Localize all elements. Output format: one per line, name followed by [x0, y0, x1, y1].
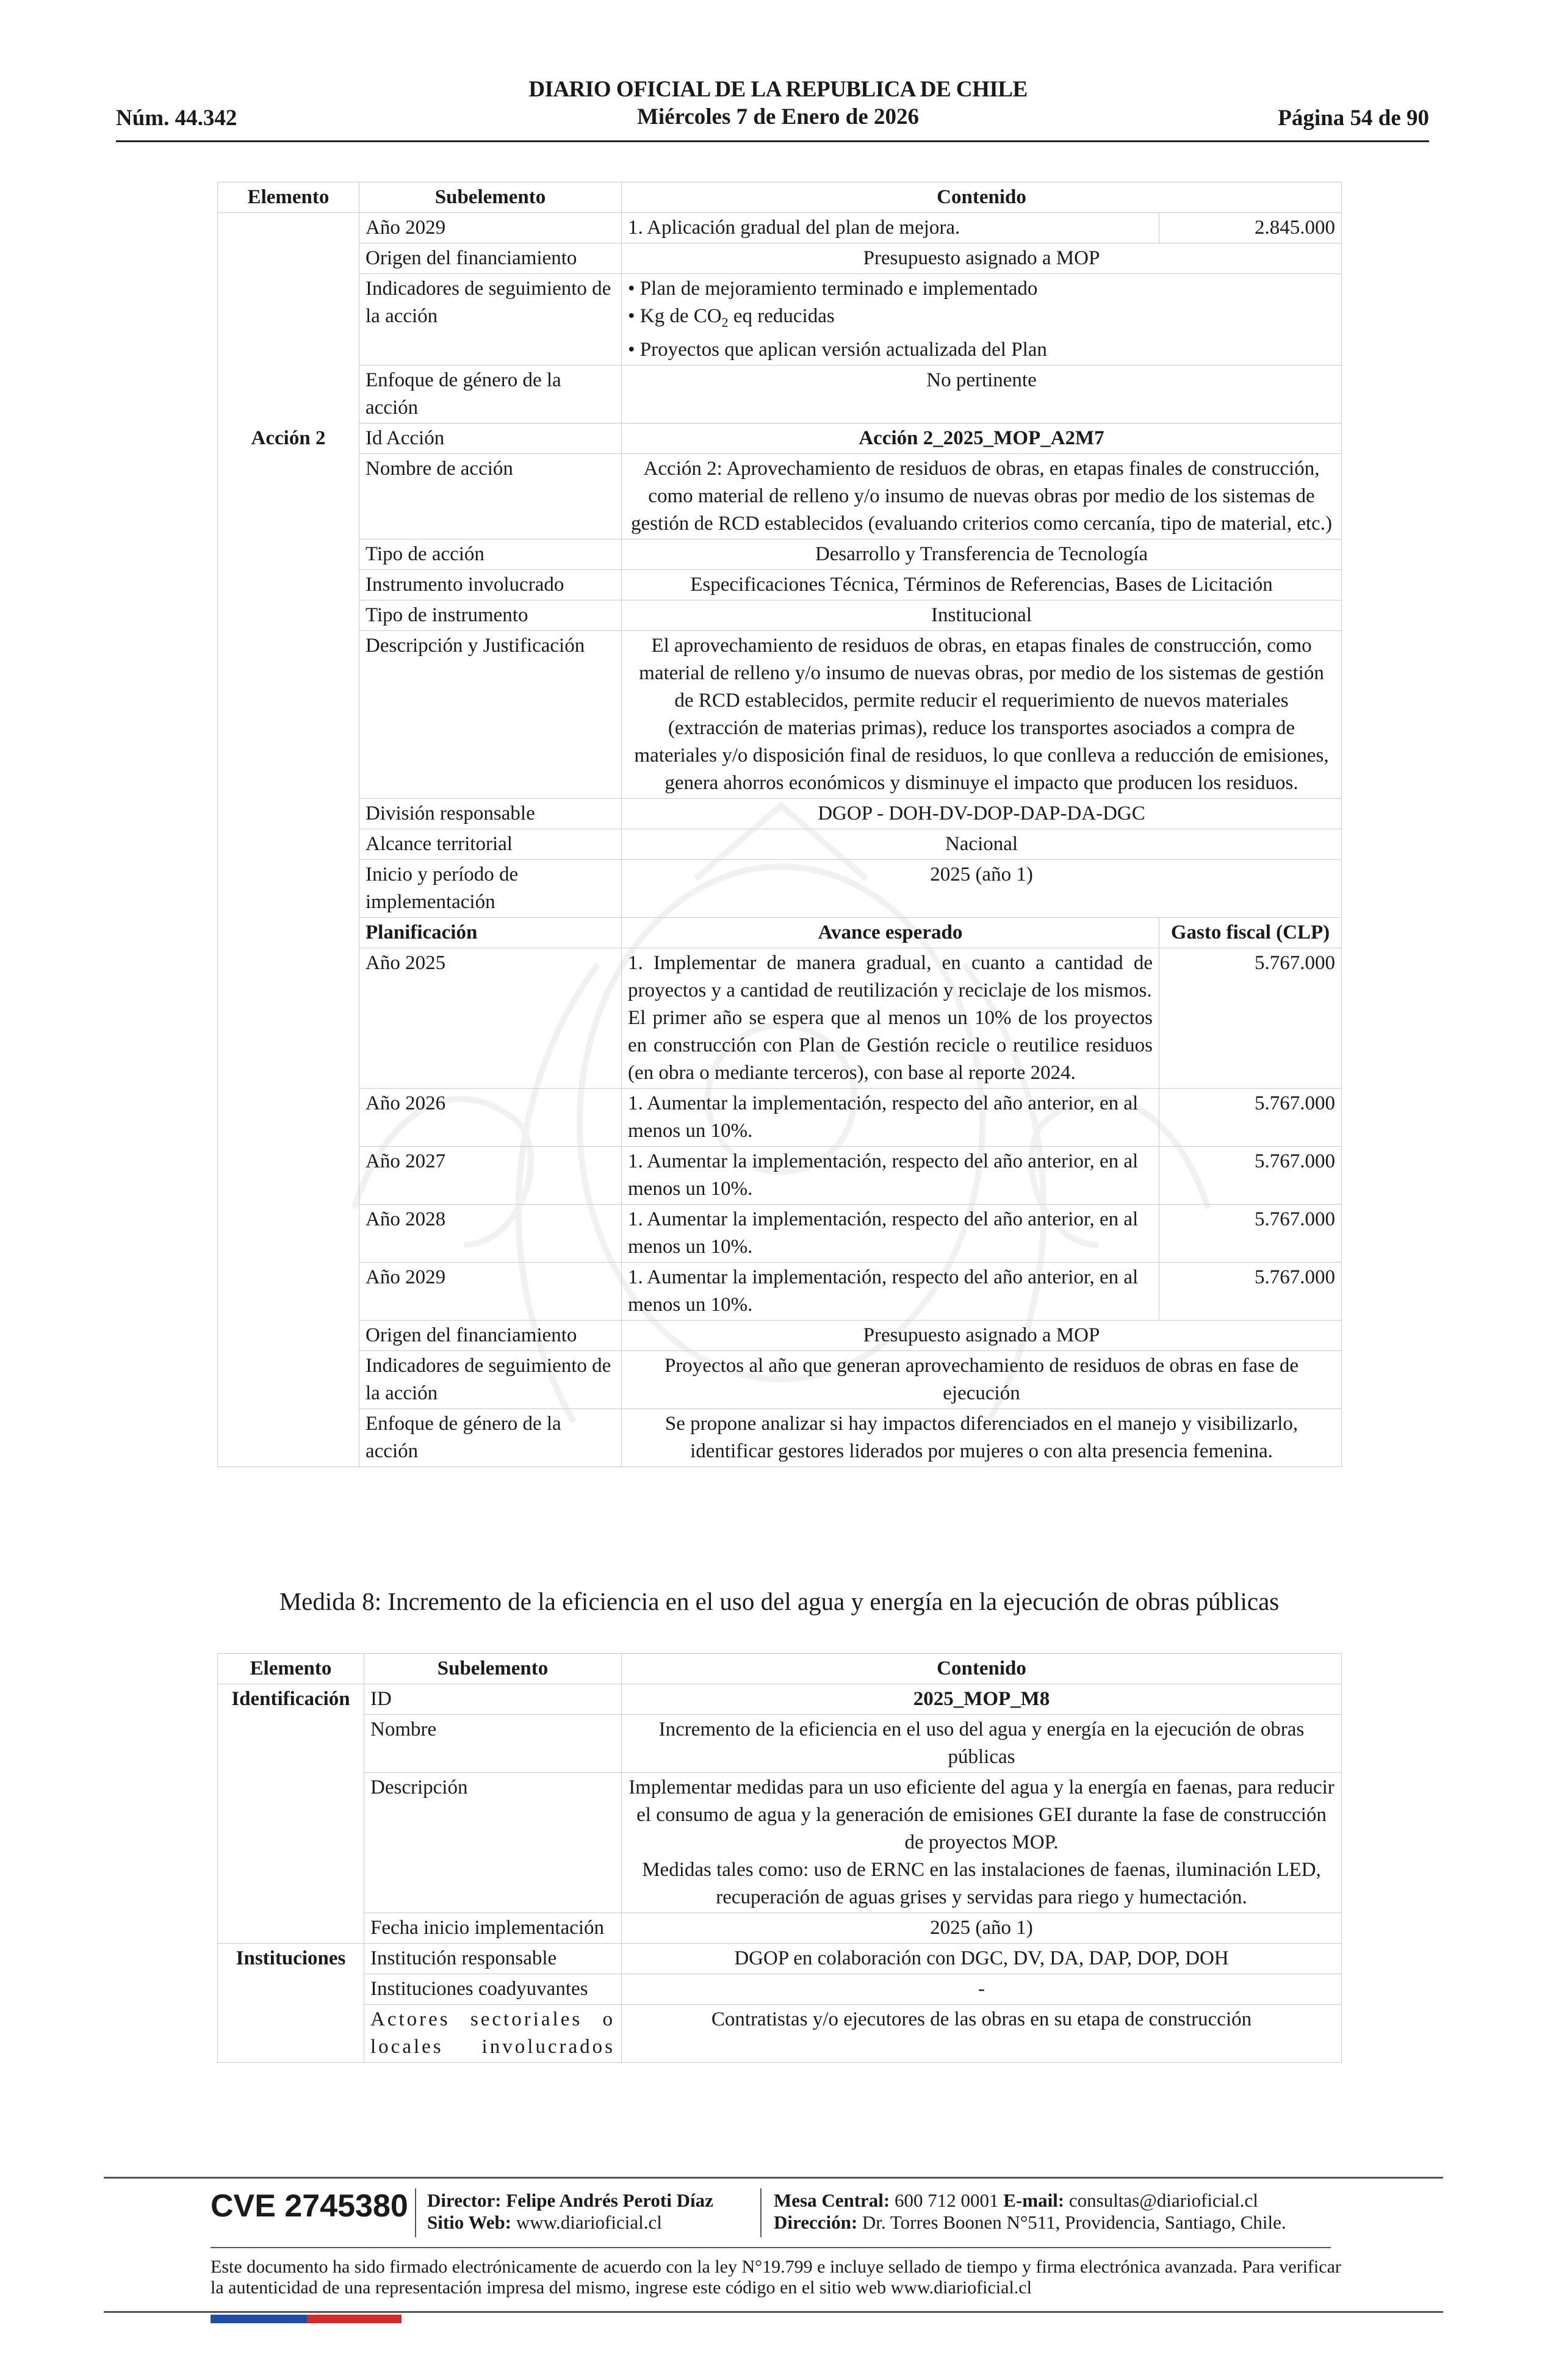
content-cell: Presupuesto asignado a MOP — [622, 1320, 1342, 1350]
desc-text: Implementar medidas para un uso eficiente del agua y la energía en faenas, para reducir el consumo de agua y la generación de emisiones GEI durante la fase de construcción de proyectos MOP. — [629, 1776, 1334, 1853]
sub-cell: Año 2029 — [359, 213, 622, 243]
table-row — [218, 1320, 1342, 1350]
indicator-bullet — [628, 303, 1335, 336]
email-label: E-mail: — [1003, 2190, 1065, 2211]
table-header-row — [218, 1654, 1342, 1684]
table-row — [218, 243, 1342, 274]
signature-notice: Este documento ha sido firmado electrónicamente de acuerdo con la ley N°19.799 e incluye sellado de tiempo y firma electrónica avanzada. Para verificar la autenticidad de una representación impresa del mismo, ingrese este código en el sitio web www.diarioficial.cl — [211, 2257, 1341, 2298]
table-row — [218, 569, 1342, 600]
header-subelemento: Subelemento — [364, 1654, 622, 1684]
content-cell: Proyectos al año que generan aprovechamiento de residuos de obras en fase de ejecución — [622, 1350, 1342, 1408]
identificacion-label: Identificación — [218, 1684, 364, 1944]
table-row — [218, 1974, 1342, 2005]
avance-text: 1. Implementar de manera gradual, en cuanto a cantidad de proyectos y a cantidad de reutilización y reciclaje de los mismos. — [628, 951, 1153, 1001]
sub-cell: Inicio y período de implementación — [359, 859, 622, 917]
sub-cell: Nombre de acción — [359, 453, 622, 539]
footer-director-block — [427, 2190, 713, 2234]
footer-divider — [211, 2247, 1331, 2248]
content-cell: Desarrollo y Transferencia de Tecnología — [622, 539, 1342, 569]
director-line — [427, 2190, 713, 2212]
email-link[interactable]: consultas@diarioficial.cl — [1068, 2190, 1258, 2211]
sub-cell: Nombre — [364, 1715, 622, 1773]
footer-separator — [415, 2188, 416, 2237]
table-row — [218, 1088, 1342, 1146]
table-row — [218, 1408, 1342, 1466]
planificacion-header-row — [218, 917, 1342, 948]
indicator-bullet: • Proyectos que aplican versión actualizada del Plan — [628, 338, 1047, 361]
mesa-phone: 600 712 0001 — [895, 2190, 999, 2211]
table-row — [218, 859, 1342, 917]
year-cell: Año 2026 — [359, 1088, 622, 1146]
content-cell: 2025 (año 1) — [622, 1913, 1342, 1944]
planificacion-label: Planificación — [359, 917, 622, 948]
content-cell: Acción 2_2025_MOP_A2M7 — [622, 423, 1342, 453]
year-cell: Año 2025 — [359, 948, 622, 1088]
amount-cell: 5.767.000 — [1159, 1204, 1342, 1262]
table-row — [218, 1204, 1342, 1262]
content-cell: 2025_MOP_M8 — [622, 1684, 1342, 1715]
header-elemento: Elemento — [218, 1654, 364, 1684]
table-row — [218, 1944, 1342, 1974]
gasto-fiscal-header: Gasto fiscal (CLP) — [1159, 917, 1342, 948]
table-row — [218, 1913, 1342, 1944]
sub-cell: Alcance territorial — [359, 829, 622, 859]
year-cell: Año 2028 — [359, 1204, 622, 1262]
content-cell: Especificaciones Técnica, Términos de Referencias, Bases de Licitación — [622, 569, 1342, 600]
sub-cell: Tipo de acción — [359, 539, 622, 569]
avance-cell: 1. Aumentar la implementación, respecto del año anterior, en al menos un 10%. — [622, 1146, 1159, 1204]
footer-contact-block — [774, 2190, 1286, 2234]
page-number: Página 54 de 90 — [1278, 106, 1429, 131]
amount-cell: 5.767.000 — [1159, 1262, 1342, 1320]
medida-8-title: Medida 8: Incremento de la eficiencia en el uso del agua y energía en la ejecución de obras públicas — [279, 1587, 1280, 1615]
avance-esperado-header: Avance esperado — [622, 917, 1159, 948]
instituciones-label: Instituciones — [218, 1944, 364, 2063]
content-cell: Contratistas y/o ejecutores de las obras en su etapa de construcción — [622, 2005, 1342, 2063]
sub-cell: Id Acción — [359, 423, 622, 453]
cve-code: CVE 2745380 — [211, 2188, 408, 2224]
content-cell: Nacional — [622, 829, 1342, 859]
indicator-bullet: • Plan de mejoramiento terminado e implementado — [628, 278, 1038, 300]
footer-divider — [104, 2311, 1443, 2313]
contact-line — [774, 2190, 1286, 2212]
year-cell: Año 2027 — [359, 1146, 622, 1204]
header-contenido: Contenido — [622, 1654, 1342, 1684]
content-cell: Acción 2: Aprovechamiento de residuos de obras, en etapas finales de construcción, como material de relleno y/o insumo de nuevas obras por medio de los sistemas de gestión de RCD establecidos (evaluando criterios como cercanía, tipo de material, etc.) — [622, 453, 1342, 539]
director-name: Felipe Andrés Peroti Díaz — [506, 2190, 713, 2211]
amount-cell: 5.767.000 — [1159, 1088, 1342, 1146]
sub-cell: Actores sectoriales o locales involucrados — [364, 2005, 622, 2063]
content-cell: Incremento de la eficiencia en el uso del agua y energía en la ejecución de obras públicas — [622, 1715, 1342, 1773]
table-row — [218, 600, 1342, 630]
sub-cell: Enfoque de género de la acción — [359, 1408, 622, 1466]
table-row — [218, 948, 1342, 1088]
issue-number: Núm. 44.342 — [116, 106, 237, 131]
medida-8-table — [217, 1653, 1342, 2063]
footer-separator — [760, 2188, 762, 2237]
desc-text: Medidas tales como: uso de ERNC en las instalaciones de faenas, iluminación LED, recuperación de aguas grises y servidas para riego y humectación. — [642, 1859, 1321, 1908]
website-label: Sitio Web: — [427, 2212, 512, 2233]
avance-cell: 1. Aumentar la implementación, respecto del año anterior, en al menos un 10%. — [622, 1088, 1159, 1146]
issue-date: Miércoles 7 de Enero de 2026 — [636, 104, 920, 129]
content-cell: El aprovechamiento de residuos de obras, en etapas finales de construcción, como material de relleno y/o insumo de nuevas obras, por medio de los sistemas de gestión de RCD establecidos, permite reducir el requerimiento de nuevos materiales (extracción de materias primas), reduce los transportes asociados a compra de materiales y/o disposición final de residuos, lo que conlleva a reducción de emisiones, genera ahorros económicos y disminuye el impacto que producen los residuos. — [622, 630, 1342, 798]
address-line — [774, 2212, 1286, 2234]
year-cell: Año 2029 — [359, 1262, 622, 1320]
content-cell — [622, 274, 1342, 366]
sub-cell: Fecha inicio implementación — [364, 1913, 622, 1944]
table-row — [218, 1262, 1342, 1320]
sub-cell: Origen del financiamiento — [359, 1320, 622, 1350]
table-row — [218, 1350, 1342, 1408]
header-subelemento: Subelemento — [359, 182, 622, 213]
table-row — [218, 798, 1342, 829]
table-row — [218, 1715, 1342, 1773]
header-elemento: Elemento — [218, 182, 359, 213]
flag-stripe-red — [307, 2315, 402, 2323]
sub-cell: Instituciones coadyuvantes — [364, 1974, 622, 2005]
website-link[interactable]: www.diarioficial.cl — [516, 2212, 662, 2233]
sub-cell: Descripción — [364, 1773, 622, 1913]
sub-cell: Enfoque de género de la acción — [359, 365, 622, 423]
table-row — [218, 1146, 1342, 1204]
indicator-text: • Kg de CO — [628, 305, 722, 327]
avance-text: El primer año se espera que al menos un 10% de los proyectos en construcción con Plan de Gestión recicle o reutilice residuos (en obra o mediante terceros), con base al reporte 2024. — [628, 1006, 1153, 1084]
table-row — [218, 1684, 1342, 1715]
content-cell: Se propone analizar si hay impactos diferenciados en el manejo y visibilizarlo, identificar gestores liderados por mujeres o con alta presencia femenina. — [622, 1408, 1342, 1466]
table-row — [218, 365, 1342, 423]
sub-cell: Institución responsable — [364, 1944, 622, 1974]
content-cell: 1. Aplicación gradual del plan de mejora. — [622, 213, 1159, 243]
amount-cell: 5.767.000 — [1159, 1146, 1342, 1204]
content-cell: Institucional — [622, 600, 1342, 630]
indicator-text: eq reducidas — [728, 305, 835, 327]
table-row — [218, 539, 1342, 569]
table-row — [218, 2005, 1342, 2063]
content-cell: DGOP - DOH-DV-DOP-DAP-DA-DGC — [622, 798, 1342, 829]
table-row — [218, 829, 1342, 859]
sub-cell: Descripción y Justificación — [359, 630, 622, 798]
content-cell: No pertinente — [622, 365, 1342, 423]
mesa-label: Mesa Central: — [774, 2190, 890, 2211]
amount-cell: 2.845.000 — [1159, 213, 1342, 243]
elemento-empty-cell — [218, 213, 359, 424]
sub-cell: Instrumento involucrado — [359, 569, 622, 600]
table-header-row — [218, 182, 1342, 213]
avance-cell: 1. Aumentar la implementación, respecto del año anterior, en al menos un 10%. — [622, 1262, 1159, 1320]
content-cell: 2025 (año 1) — [622, 859, 1342, 917]
footer-divider — [104, 2177, 1443, 2179]
sub-cell: Origen del financiamiento — [359, 243, 622, 274]
content-cell: Presupuesto asignado a MOP — [622, 243, 1342, 274]
accion-table — [217, 182, 1342, 1467]
sub-cell: Tipo de instrumento — [359, 600, 622, 630]
content-cell: - — [622, 1974, 1342, 2005]
director-label: Director: — [427, 2190, 502, 2211]
table-row — [218, 453, 1342, 539]
website-line — [427, 2212, 713, 2234]
table-row — [218, 423, 1342, 453]
newspaper-title: DIARIO OFICIAL DE LA REPUBLICA DE CHILE — [528, 77, 1028, 102]
content-cell: DGOP en colaboración con DGC, DV, DA, DAP, DOP, DOH — [622, 1944, 1342, 1974]
sub-cell: División responsable — [359, 798, 622, 829]
table-row — [218, 274, 1342, 366]
table-row — [218, 1773, 1342, 1913]
table-row — [218, 213, 1342, 243]
address-value: Dr. Torres Boonen N°511, Providencia, Santiago, Chile. — [862, 2212, 1286, 2233]
accion-2-label: Acción 2 — [218, 423, 359, 1466]
header-contenido: Contenido — [622, 182, 1342, 213]
header-divider — [116, 140, 1429, 142]
table-row — [218, 630, 1342, 798]
sub-cell: Indicadores de seguimiento de la acción — [359, 274, 622, 366]
sub-cell: Indicadores de seguimiento de la acción — [359, 1350, 622, 1408]
address-label: Dirección: — [774, 2212, 858, 2233]
amount-cell: 5.767.000 — [1159, 948, 1342, 1088]
sub-cell: ID — [364, 1684, 622, 1715]
content-cell — [622, 1773, 1342, 1913]
avance-cell — [622, 948, 1159, 1088]
avance-cell: 1. Aumentar la implementación, respecto del año anterior, en al menos un 10%. — [622, 1204, 1159, 1262]
flag-stripe-blue — [211, 2315, 307, 2323]
subscript: 2 — [721, 314, 729, 330]
